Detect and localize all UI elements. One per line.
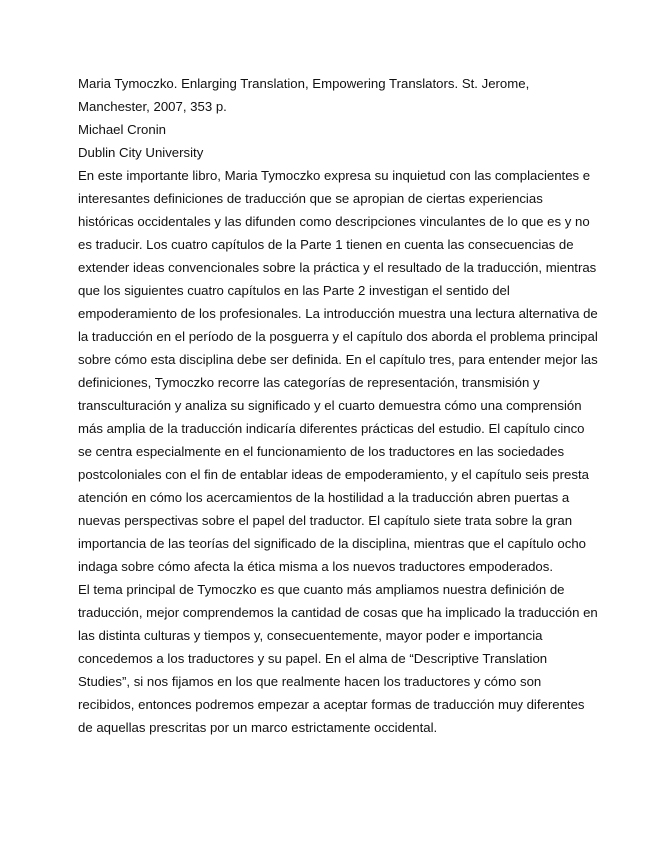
citation-line-1: Maria Tymoczko. Enlarging Translation, Empowering Translators. St. Jerome, <box>78 76 530 91</box>
document-page <box>78 72 598 739</box>
reviewer-affiliation: Dublin City University <box>78 145 204 160</box>
citation-line-2: Manchester, 2007, 353 p. <box>78 99 227 114</box>
reviewer-name: Michael Cronin <box>78 122 166 137</box>
body-paragraph-2: El tema principal de Tymoczko es que cuanto más ampliamos nuestra definición de traducción, mejor comprendemos la cantidad de cosas que ha implicado la traducción en las distinta culturas y tiempos y, consecuentemente, mayor poder e importancia concedemos a los traductores y su papel. En el alma de “Descriptive Translation Studies”, si nos fijamos en los que realmente hacen los traductores y cómo son recibidos, entonces podremos empezar a aceptar formas de traducción muy diferentes de aquellas prescritas por un marco estrictamente occidental. <box>78 582 598 735</box>
body-paragraph-1: En este importante libro, Maria Tymoczko expresa su inquietud con las complacientes e interesantes definiciones de traducción que se apropian de ciertas experiencias históricas occidentales y las difunden como descripciones vinculantes de lo que es y no es traducir. Los cuatro capítulos de la Parte 1 tienen en cuenta las consecuencias de extender ideas convencionales sobre la práctica y el resultado de la traducción, mientras que los siguientes cuatro capítulos en las Parte 2 investigan el sentido del empoderamiento de los profesionales. La introducción muestra una lectura alternativa de la traducción en el período de la posguerra y el capítulo dos aborda el problema principal sobre cómo esta disciplina debe ser definida. En el capítulo tres, para entender mejor las definiciones, Tymoczko recorre las categorías de representación, transmisión y transculturación y analiza su significado y el cuarto demuestra cómo una comprensión más amplia de la traducción indicaría diferentes prácticas del estudio. El capítulo cinco se centra especialmente en el funcionamiento de los traductores en las sociedades postcoloniales con el fin de entablar ideas de empoderamiento, y el capítulo seis presta atención en cómo los acercamientos de la hostilidad a la traducción abren puertas a nuevas perspectivas sobre el papel del traductor. El capítulo siete trata sobre la gran importancia de las teorías del significado de la disciplina, mientras que el capítulo ocho indaga sobre cómo afecta la ética misma a los nuevos traductores empoderados. <box>78 168 598 574</box>
